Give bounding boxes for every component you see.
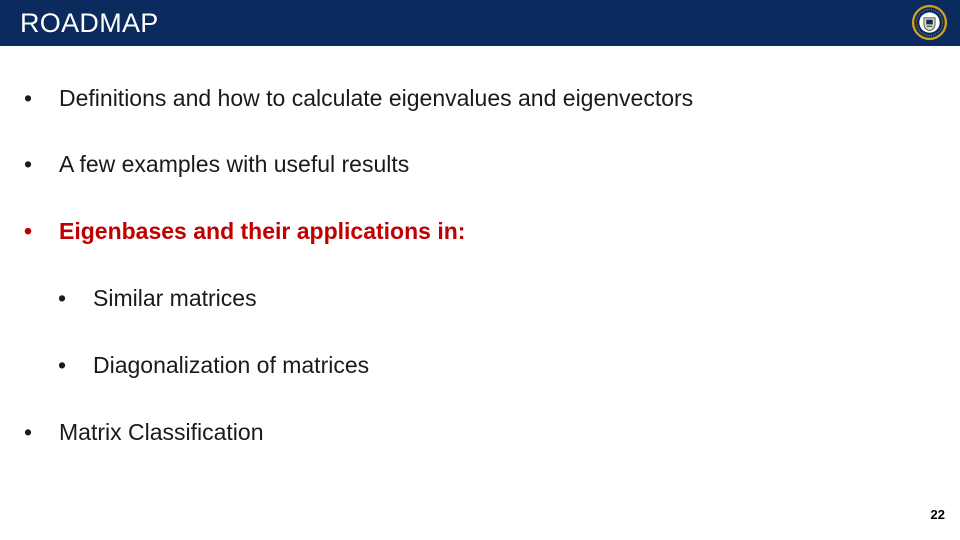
bullet-text: A few examples with useful results bbox=[59, 151, 410, 177]
bullet-marker: • bbox=[24, 218, 33, 244]
page-number: 22 bbox=[930, 507, 945, 522]
bullet-text: Diagonalization of matrices bbox=[93, 352, 370, 378]
bullet-marker: • bbox=[58, 285, 67, 311]
bullet-marker: • bbox=[24, 151, 33, 177]
bullet-marker: • bbox=[24, 85, 33, 111]
university-seal-icon bbox=[911, 4, 948, 41]
bullet-marker: • bbox=[24, 419, 33, 445]
slide-title: ROADMAP bbox=[20, 8, 159, 38]
bullet-text: Definitions and how to calculate eigenvalues and eigenvectors bbox=[59, 85, 694, 111]
bullet-text: Similar matrices bbox=[93, 285, 257, 311]
bullet-text: Eigenbases and their applications in: bbox=[59, 218, 466, 244]
bullet-marker: • bbox=[58, 352, 67, 378]
bullet-text: Matrix Classification bbox=[59, 419, 264, 445]
title-bar bbox=[0, 0, 960, 46]
